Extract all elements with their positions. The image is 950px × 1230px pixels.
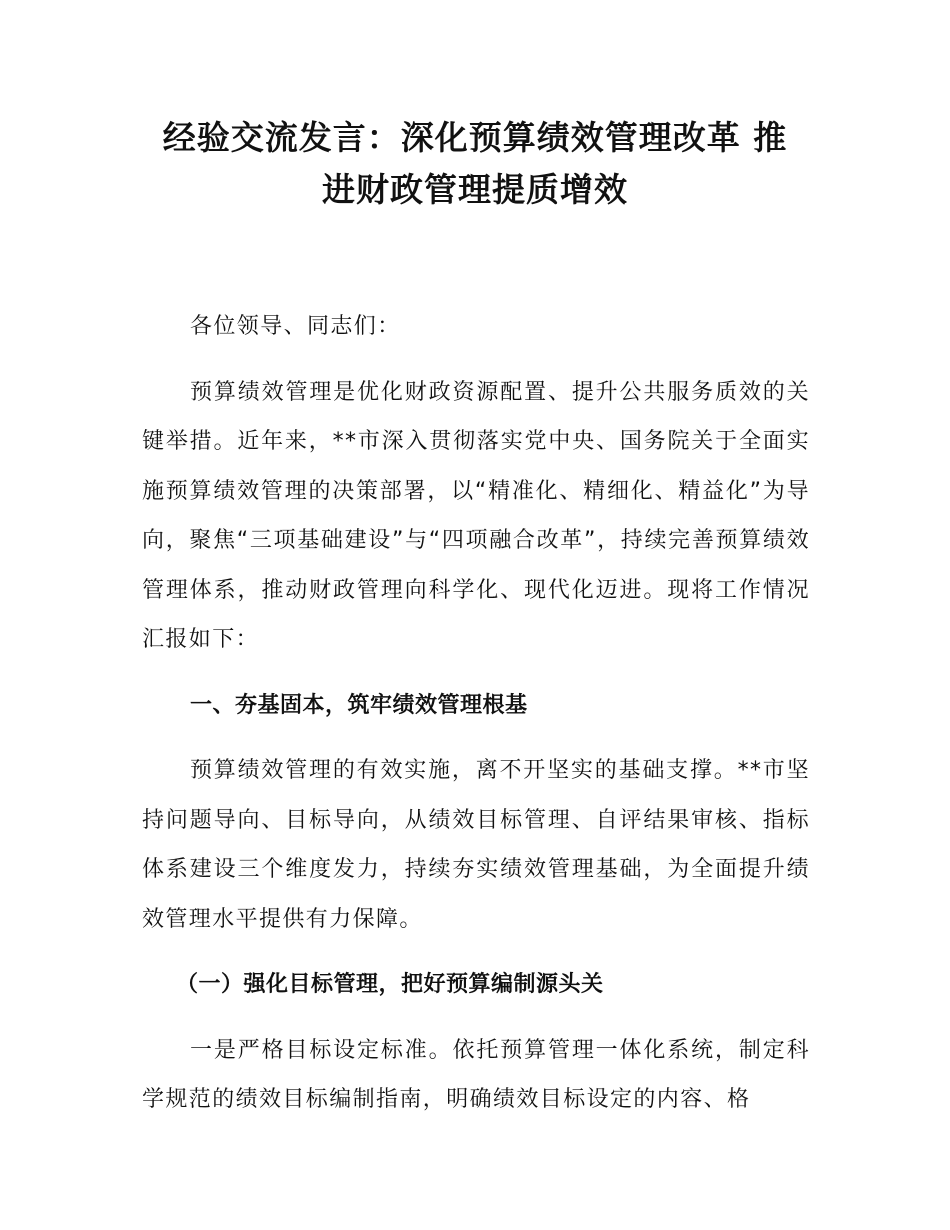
- intro-paragraph: 预算绩效管理是优化财政资源配置、提升公共服务质效的关键举措。近年来，**市深入贯彻落实党中央、国务院关于全面实施预算绩效管理的决策部署，以“精准化、精细化、精益化”为导向，聚焦“三项基础建设”与“四项融合改革”，持续完善预算绩效管理体系，推动财政管理向科学化、现代化迈进。现将工作情况汇报如下：: [142, 379, 810, 652]
- section-1-paragraph: 预算绩效管理的有效实施，离不开坚实的基础支撑。**市坚持问题导向、目标导向，从绩效目标管理、自评结果审核、指标体系建设三个维度发力，持续夯实绩效管理基础，为全面提升绩效管理水平提供有力保障。: [142, 758, 810, 932]
- section-heading-1: 一、夯基固本，筑牢绩效管理根基: [190, 692, 528, 718]
- document-body: [142, 302, 810, 1141]
- title-line-1: 经验交流发言：深化预算绩效管理改革 推: [162, 118, 788, 157]
- document-title: [140, 112, 810, 216]
- subsection-heading-1: （一）强化目标管理，把好预算编制源头关: [176, 972, 604, 997]
- title-line-2: 进财政管理提质增效: [322, 170, 628, 209]
- greeting: 各位领导、同志们：: [190, 314, 401, 339]
- subsection-1-paragraph: 一是严格目标设定标准。依托预算管理一体化系统，制定科学规范的绩效目标编制指南，明确绩效目标设定的内容、格: [142, 1037, 810, 1112]
